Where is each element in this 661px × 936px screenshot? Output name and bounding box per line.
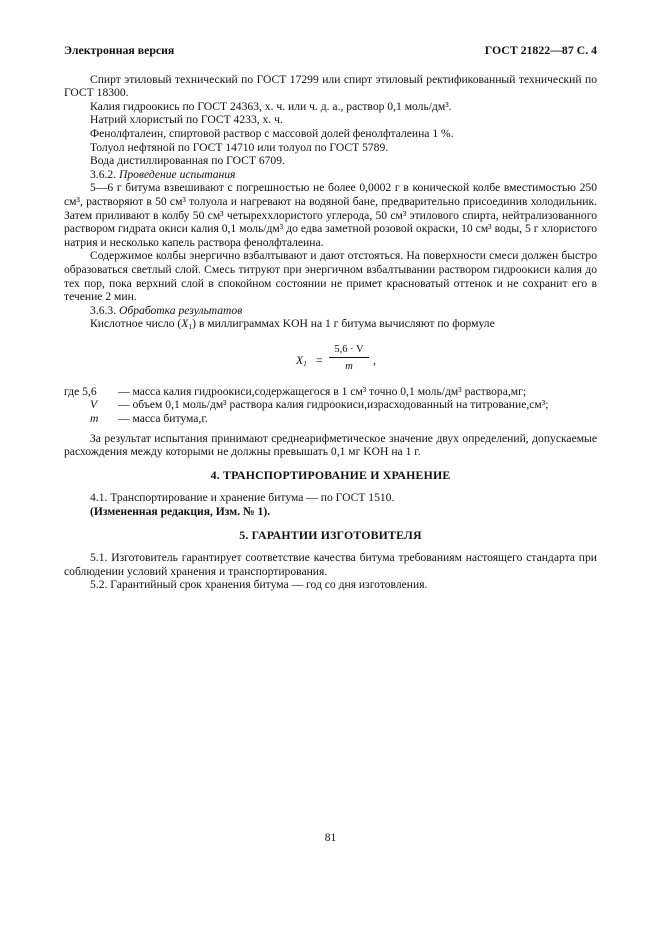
subsection-heading-3-6-2 — [64, 168, 597, 182]
definition-text: — масса битума,г. — [118, 412, 208, 426]
amendment-note: (Измененная редакция, Изм. № 1). — [90, 505, 271, 519]
formula-numerator: 5,6 · V — [334, 343, 364, 355]
acid-number-formula — [64, 335, 597, 379]
subsection-heading-3-6-3 — [64, 304, 597, 318]
section-4-paragraph: 4.1. Транспортирование и хранение битума — по ГОСТ 1510. — [90, 491, 395, 505]
subsection-title: Обработка результатов — [119, 303, 243, 317]
formula-lhs: $X_1$ — [296, 353, 307, 368]
section-5-title: 5. ГАРАНТИИ ИЗГОТОВИТЕЛЯ — [239, 527, 422, 542]
definition-symbol: m — [90, 412, 99, 426]
definition-symbol: где 5,6 — [64, 384, 97, 398]
procedure-paragraph: 5—6 г битума взвешивают с погрешностью не более 0,0002 г в конической колбе вместимостью 250 см³, растворяют в 50 см³ толуола и нагревают на водяной бане, предварительно присоединив холодильник. Затем приливают в колбу 50 см³ четыреххлористого углерода, 50 см³ этилового спирта, нейтрализованного раствором гидрата окиси калия 0,1 моль/дм³ до едва заметной розовой окраски, 10 см³ воды, 5 г хлористого натрия и несколько капель раствора фенолфталеина. — [64, 181, 597, 249]
formula-denominator: m — [345, 360, 353, 372]
reagent-item: Натрий хлористый по ГОСТ 4233, х. ч. — [90, 113, 283, 127]
document-page — [64, 44, 597, 592]
section-5-paragraph: 5.1. Изготовитель гарантирует соответствие качества битума требованиям настоящего стандарта при соблюдении условий хранения и транспортирования. — [64, 551, 597, 578]
symbol-definitions — [64, 385, 597, 426]
definition-row — [64, 398, 597, 412]
header-edition-label: Электронная версия — [64, 43, 175, 57]
formula-intro: Кислотное число $(X_1)$ в миллиграммах KOH на 1 г битума вычисляют по формуле — [90, 317, 495, 332]
reagent-item: Вода дистиллированная по ГОСТ 6709. — [90, 154, 285, 168]
page-number: 81 — [324, 831, 337, 844]
section-4-title: 4. ТРАНСПОРТИРОВАНИЕ И ХРАНЕНИЕ — [210, 467, 451, 482]
definition-row — [64, 412, 597, 426]
formula-comma: , — [373, 353, 376, 367]
fraction-bar — [329, 357, 369, 358]
definition-symbol: V — [90, 398, 98, 412]
header-standard-number: ГОСТ 21822—87 С. 4 — [484, 43, 597, 57]
definition-row — [64, 385, 597, 399]
subsection-title: Проведение испытания — [119, 167, 236, 181]
procedure-paragraph: Содержимое колбы энергично взбалтывают и дают отстояться. На поверхности смеси должен быстро образоваться светлый слой. Смесь титруют при энергичном взбалтывании раствором гидроокиси калия до тех пор, пока верхний слой в спокойном состоянии не примет красноватый оттенок и не сохранит его в течение 2 мин. — [64, 249, 597, 304]
reagent-list — [64, 73, 597, 168]
reagent-item: Спирт этиловый технический по ГОСТ 17299 или спирт этиловый ректификованный технический по ГОСТ 18300. — [64, 72, 597, 100]
reagent-item: Калия гидроокись по ГОСТ 24363, х. ч. или ч. д. а., раствор 0,1 моль/дм³. — [90, 99, 452, 113]
subsection-number: 3.6.2. — [90, 167, 117, 181]
formula-equals: = — [316, 353, 323, 367]
subsection-number: 3.6.3. — [90, 303, 117, 317]
section-5-paragraph: 5.2. Гарантийный срок хранения битума — год со дня изготовления. — [90, 578, 428, 592]
running-header — [64, 44, 597, 58]
reagent-item: Фенолфталеин, спиртовой раствор с массовой долей фенолфталеина 1 %. — [90, 126, 454, 140]
reagent-item: Толуол нефтяной по ГОСТ 14710 или толуол по ГОСТ 5789. — [90, 140, 389, 154]
definition-text: — объем 0,1 моль/дм³ раствора калия гидроокиси,израсходованный на титрование,см³; — [118, 398, 549, 412]
result-paragraph: За результат испытания принимают среднеарифметическое значение двух определений, допускаемые расхождения между которыми не должны превышать 0,1 мг KOH на 1 г. — [64, 431, 597, 459]
definition-text: — масса калия гидроокиси,содержащегося в 1 см³ точно 0,1 моль/дм³ раствора,мг; — [118, 384, 527, 398]
